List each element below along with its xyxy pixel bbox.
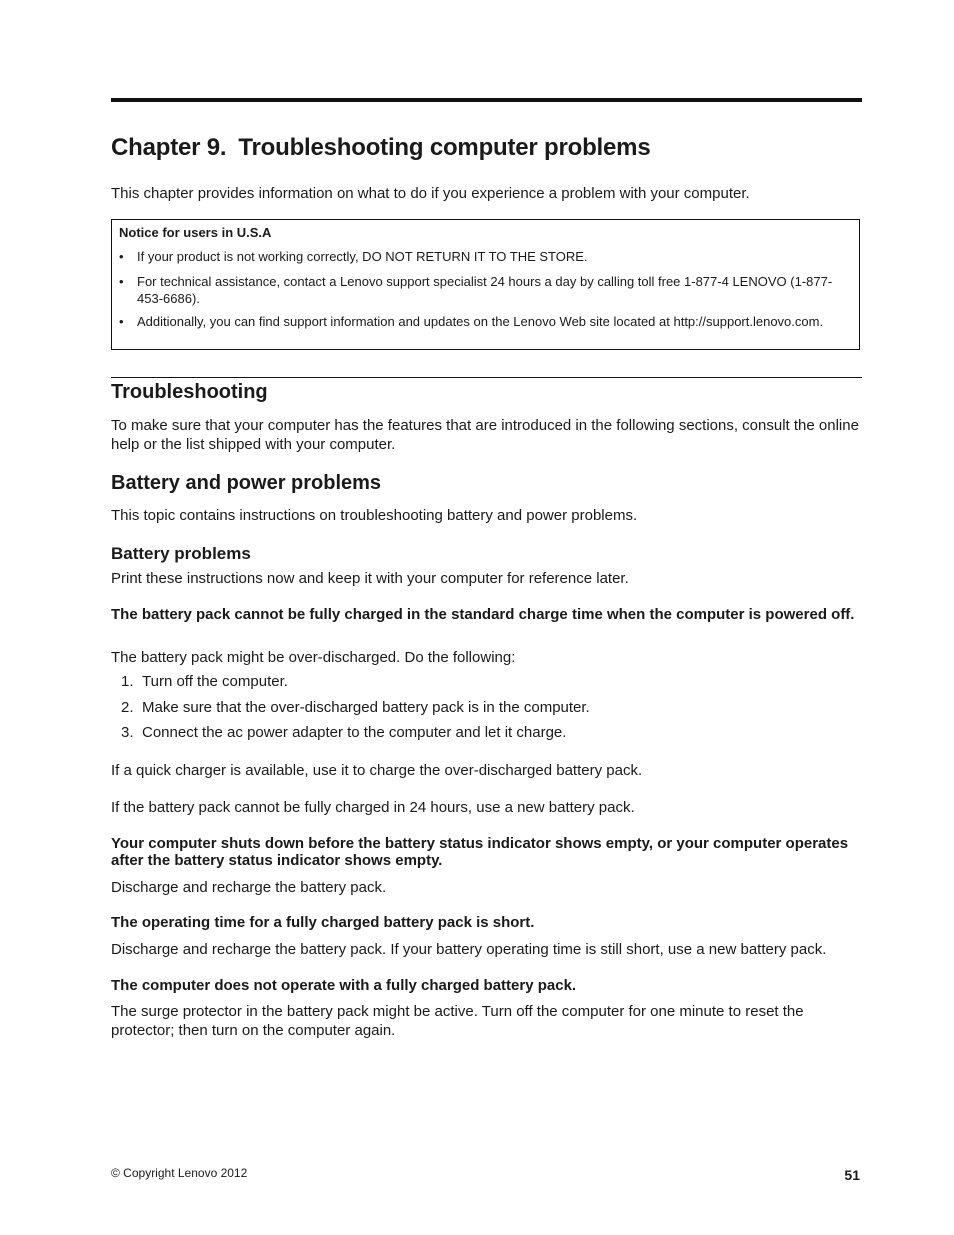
notice-item: • If your product is not working correctly, DO NOT RETURN IT TO THE STORE. [119, 249, 588, 264]
notice-box [111, 219, 860, 350]
chapter-number: Chapter 9. [111, 134, 227, 161]
problem-title: The battery pack cannot be fully charged in the standard charge time when the computer is powered off. [111, 606, 855, 623]
footer-copyright: © Copyright Lenovo 2012 [111, 1166, 248, 1180]
problem-title: Your computer shuts down before the battery status indicator shows empty, or your computer operates after the battery status indicator shows empty. [111, 835, 849, 869]
problem-title: The computer does not operate with a fully charged battery pack. [111, 977, 577, 994]
top-rule [111, 98, 862, 102]
problem-title: The operating time for a fully charged battery pack is short. [111, 914, 535, 931]
step-item: 3. Connect the ac power adapter to the computer and let it charge. [121, 724, 567, 741]
section-rule [111, 377, 862, 378]
bullet-icon: • [119, 314, 124, 329]
bullet-icon: • [119, 274, 124, 289]
problem-text: The surge protector in the battery pack might be active. Turn off the computer for one minute to reset the protector; then turn on the computer again. [111, 1003, 804, 1039]
notice-title: Notice for users in U.S.A [119, 225, 272, 240]
troubleshooting-text: To make sure that your computer has the features that are introduced in the following sections, consult the online help or the list shipped with your computer. [111, 417, 859, 453]
problem-text: The battery pack might be over-discharged. Do the following: [111, 649, 516, 666]
chapter-title [111, 134, 650, 162]
problem-note: If the battery pack cannot be fully charged in 24 hours, use a new battery pack. [111, 799, 635, 816]
chapter-title-text: Troubleshooting computer problems [238, 134, 651, 161]
notice-item: • Additionally, you can find support information and updates on the Lenovo Web site located at http://support.lenovo.com. [119, 314, 824, 329]
problem-note: If a quick charger is available, use it to charge the over-discharged battery pack. [111, 762, 643, 779]
step-item: 2. Make sure that the over-discharged battery pack is in the computer. [121, 699, 590, 716]
problem-text: Discharge and recharge the battery pack. If your battery operating time is still short, use a new battery pack. [111, 941, 827, 958]
chapter-intro: This chapter provides information on what to do if you experience a problem with your computer. [111, 185, 750, 202]
step-item: 1. Turn off the computer. [121, 673, 288, 690]
notice-item: • For technical assistance, contact a Lenovo support specialist 24 hours a day by calling toll free 1-877-4 LENOVO (1-877-453-6686). [119, 274, 833, 306]
section-heading-battery-power: Battery and power problems [111, 472, 382, 494]
battery-power-text: This topic contains instructions on troubleshooting battery and power problems. [111, 507, 638, 524]
section-heading-troubleshooting: Troubleshooting [111, 381, 268, 403]
page-number: 51 [844, 1167, 860, 1183]
battery-problems-text: Print these instructions now and keep it with your computer for reference later. [111, 570, 629, 587]
problem-text: Discharge and recharge the battery pack. [111, 879, 387, 896]
bullet-icon: • [119, 249, 124, 264]
subsection-heading-battery-problems: Battery problems [111, 544, 251, 563]
